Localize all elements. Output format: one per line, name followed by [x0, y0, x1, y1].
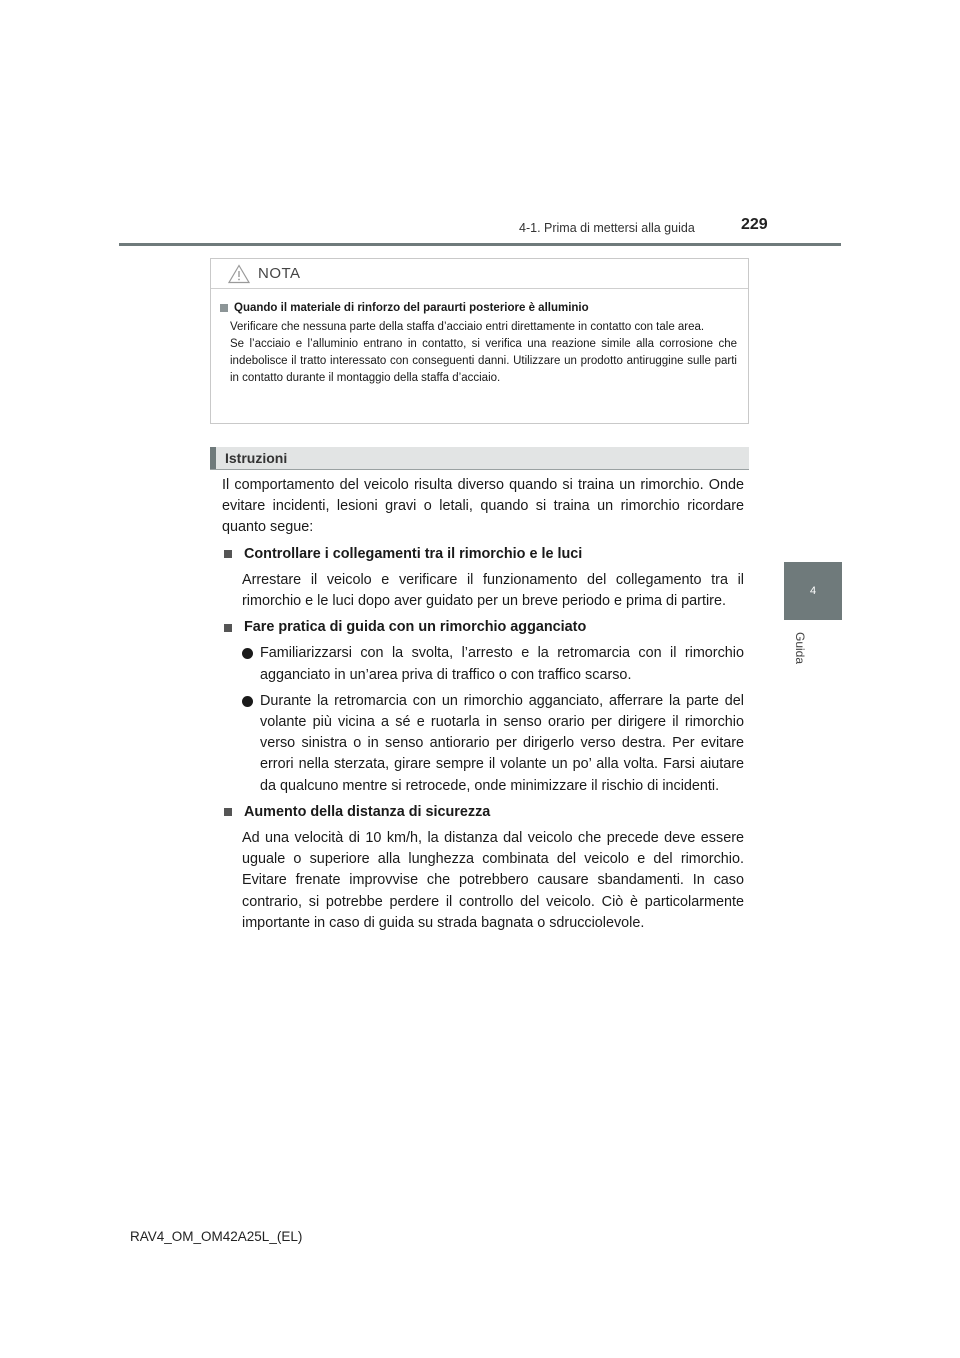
nota-header — [211, 259, 748, 289]
chapter-label: Guida — [793, 632, 807, 665]
header-section-title: 4-1. Prima di mettersi alla guida — [519, 221, 695, 235]
nota-body — [211, 289, 748, 387]
bullet-item — [242, 643, 744, 685]
document-code: RAV4_OM_OM42A25L_(EL) — [130, 1229, 303, 1244]
bullet-item — [242, 691, 744, 797]
nota-title: NOTA — [258, 265, 301, 282]
nota-text — [230, 319, 737, 387]
nota-paragraph: Se l’acciaio e l’alluminio entrano in contatto, si verifica una reazione simile alla corrosione che indebolisce il tratto interessato con conseguenti danni. Utilizzare un prodotto antiruggine sulle parti in contatto durante il montaggio della staffa d’acciaio. — [230, 338, 737, 384]
section-text: Ad una velocità di 10 km/h, la distanza dal veicolo che precede deve essere uguale o superiore alla lunghezza combinata del veicolo e del rimorchio. Evitare frenate improvvise che potrebbero causare sbandamenti. In caso contrario, si potrebbe perdere il controllo del veicolo. Ciò è particolarmente importante in caso di guida su strada bagnata o sdrucciolevole. — [242, 830, 744, 931]
square-bullet-icon — [220, 304, 228, 312]
nota-item-title — [220, 302, 737, 314]
heading-marker — [210, 447, 216, 469]
bullet-text: Familiarizzarsi con la svolta, l’arresto e la retromarcia con il rimorchio agganciato in un’area priva di traffico o con traffico scarso. — [260, 645, 744, 683]
section-text: Arrestare il veicolo e verificare il funzionamento del collegamento tra il rimorchio e le luci dopo aver guidato per un breve periodo e prima di partire. — [242, 571, 744, 610]
instructions-heading-bar — [210, 447, 749, 470]
chapter-number: 4 — [809, 585, 817, 597]
round-bullet-icon — [242, 648, 253, 659]
section-title — [222, 802, 744, 823]
nota-paragraph: Verificare che nessuna parte della staffa d’acciaio entri direttamente in contatto con tale area. — [230, 321, 705, 333]
section-title-text: Controllare i collegamenti tra il rimorchio e le luci — [244, 545, 583, 562]
instructions-title: Istruzioni — [225, 450, 288, 466]
section-title — [222, 544, 744, 565]
page-number: 229 — [741, 216, 768, 233]
warning-triangle-icon — [228, 264, 250, 284]
chapter-tab — [784, 562, 842, 620]
section-title-text: Fare pratica di guida con un rimorchio agganciato — [244, 619, 587, 636]
intro-paragraph: Il comportamento del veicolo risulta diverso quando si traina un rimorchio. Onde evitare incidenti, lesioni gravi o letali, quando si traina un rimorchio ricordare quanto segue: — [222, 477, 744, 536]
square-bullet-icon — [224, 624, 232, 632]
header-divider — [119, 243, 841, 246]
instructions-content — [222, 475, 744, 934]
square-bullet-icon — [224, 550, 232, 558]
bullet-text: Durante la retromarcia con un rimorchio agganciato, afferrare la parte del volante più vicina a sé e ruotarla in senso orario per dirigere il rimorchio verso sinistra o in senso antiorario per dirigerlo verso destra. Per evitare errori nella sterzata, girare sempre il volante un po’ alla volta. Farsi aiutare da qualcuno mentre si retrocede, onde minimizzare il rischio di incidenti. — [260, 692, 744, 794]
square-bullet-icon — [224, 808, 232, 816]
section-title-text: Aumento della distanza di sicurezza — [244, 803, 491, 820]
section-title — [222, 617, 744, 638]
nota-item-title-text: Quando il materiale di rinforzo del paraurti posteriore è alluminio — [234, 302, 589, 314]
round-bullet-icon — [242, 696, 253, 707]
nota-box — [210, 258, 749, 424]
